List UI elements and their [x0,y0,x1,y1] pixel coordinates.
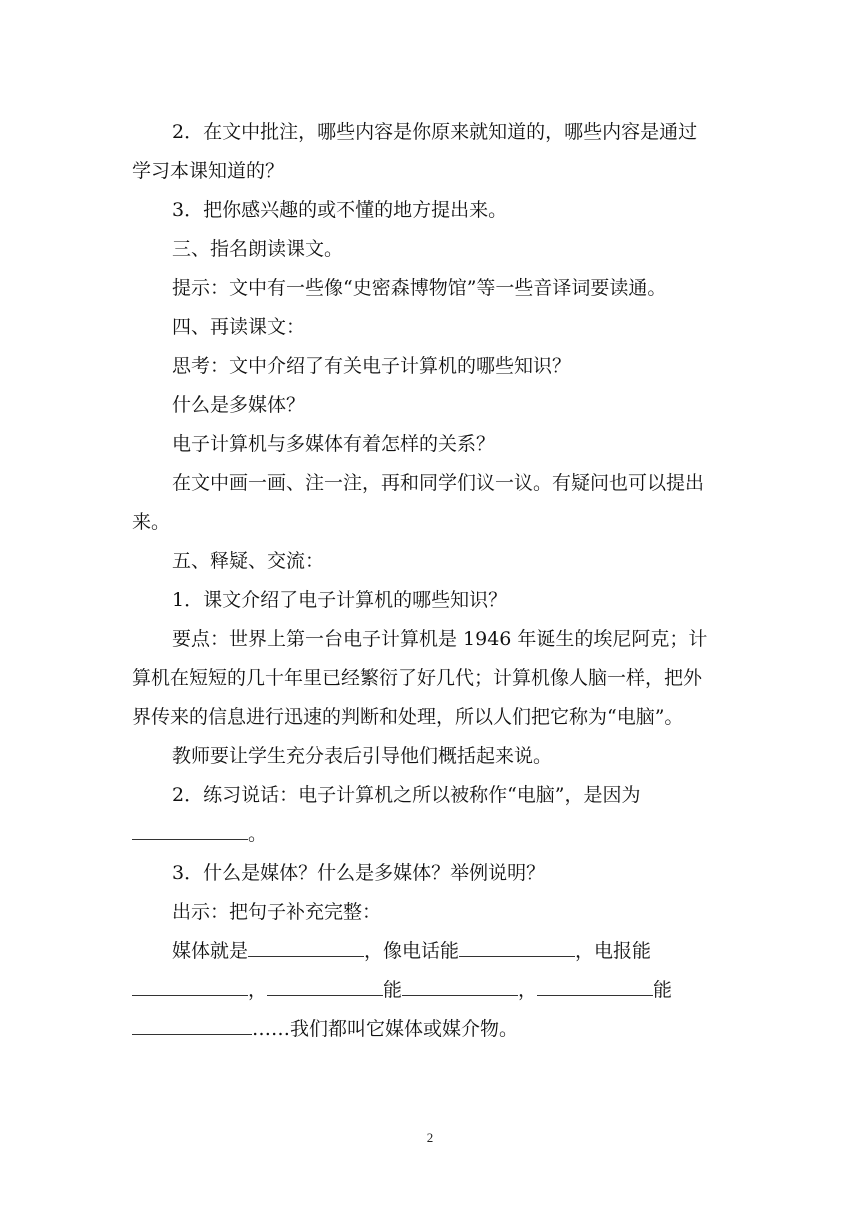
fill-text: ， [518,979,538,1001]
fill-text: ……我们都叫它媒体或媒介物。 [252,1018,519,1040]
fill-in-blank [132,973,248,996]
fill-in-blank [402,973,518,996]
paragraph-line: 在文中画一画、注一注，再和同学们议一议。有疑问也可以提出 [172,472,705,494]
paragraph-line: 什么是多媒体？ [172,394,306,416]
paragraph-line: 1．课文介绍了电子计算机的哪些知识？ [172,589,508,611]
paragraph-line: 2．在文中批注，哪些内容是你原来就知道的，哪些内容是通过 [172,121,698,143]
fill-line [132,1010,732,1049]
paragraph-line: 教师要让学生充分表后引导他们概括起来说。 [172,745,553,767]
paragraph-line: 2．练习说话：电子计算机之所以被称作“电脑”，是因为 [172,784,641,806]
paragraph-line: 3．把你感兴趣的或不懂的地方提出来。 [172,199,508,221]
fill-text: ，像电话能 [364,940,460,962]
fill-text: 。 [248,823,268,845]
page-body [132,113,732,1049]
fill-in-blank [132,817,248,840]
paragraph-line: 要点：世界上第一台电子计算机是 1946 年诞生的埃尼阿克；计 [172,628,708,650]
paragraph-line: 界传来的信息进行迅速的判断和处理，所以人们把它称为“电脑”。 [132,706,684,728]
paragraph-line: 3．什么是媒体？什么是多媒体？举例说明？ [172,862,546,884]
fill-line [132,932,732,971]
fill-in-blank [537,973,653,996]
fill-in-blank [267,973,383,996]
fill-line [132,815,732,854]
section-heading: 三、指名朗读课文。 [172,238,344,260]
page-number: 2 [426,1130,434,1145]
fill-text: 能 [383,979,403,1001]
fill-in-blank [459,934,575,957]
paragraph-line: 算机在短短的几十年里已经繁衍了好几代；计算机像人脑一样，把外 [132,667,703,689]
fill-line [132,971,732,1010]
paragraph-line: 来。 [132,511,171,533]
fill-text: ，电报能 [575,940,652,962]
paragraph-line: 提示：文中有一些像“史密森博物馆”等一些音译词要读通。 [172,277,667,299]
paragraph-line: 学习本课知道的？ [132,160,285,182]
fill-in-blank [248,934,364,957]
fill-in-blank [132,1012,252,1035]
fill-text: 媒体就是 [172,940,249,962]
fill-text: ， [248,979,268,1001]
fill-text: 能 [653,979,673,1001]
paragraph-line: 思考：文中介绍了有关电子计算机的哪些知识？ [172,355,572,377]
section-heading: 五、释疑、交流： [172,550,325,572]
section-heading: 四、再读课文： [172,316,306,338]
paragraph-line: 出示：把句子补充完整： [172,901,382,923]
paragraph-line: 电子计算机与多媒体有着怎样的关系？ [172,433,496,455]
